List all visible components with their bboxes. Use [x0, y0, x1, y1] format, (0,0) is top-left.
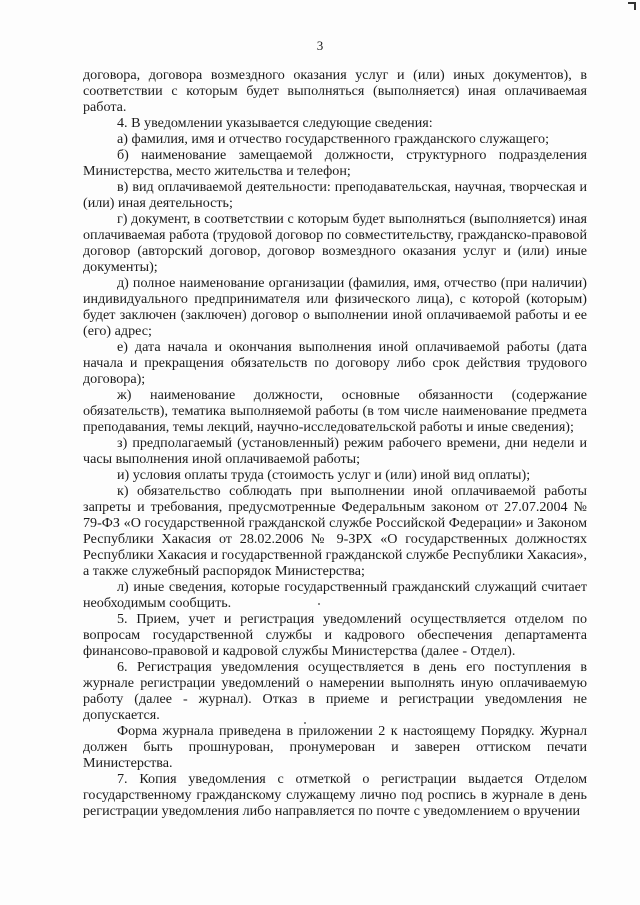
page-number: 3: [316, 38, 324, 53]
paragraph-item-4-e: е) дата начала и окончания выполнения иной оплачиваемой работы (дата начала и прекращения обязательств по договору либо срок действия трудового договора);: [83, 339, 587, 387]
paragraph-item-4: 4. В уведомлении указывается следующие сведения:: [117, 115, 433, 131]
paragraph-item-4-a: а) фамилия, имя и отчество государственного гражданского служащего;: [117, 131, 549, 147]
paragraph-item-4-k: к) обязательство соблюдать при выполнении иной оплачиваемой работы запреты и требования, предусмотренные Федеральным законом от 27.07.2004 № 79-ФЗ «О государственной гражданской службе Российской Федерации» и Законом Республики Хакасия от 28.02.2006 № 9-ЗРХ «О государственных должностях Республики Хакасия и государственной гражданской службе Республики Хакасия», а также служебный распорядок Министерства;: [83, 483, 587, 579]
paragraph-item-4-v: в) вид оплачиваемой деятельности: преподавательская, научная, творческая и (или) иная деятельность;: [83, 179, 587, 211]
paragraph-item-5: 5. Прием, учет и регистрация уведомлений осуществляется отделом по вопросам государственной службы и кадрового обеспечения департамента финансово-правовой и кадровой службы Министерства (далее - Отдел).: [83, 611, 587, 659]
paragraph-item-7: 7. Копия уведомления с отметкой о регистрации выдается Отделом государственному гражданскому служащему лично под роспись в журнале в день регистрации уведомления либо направляется по почте с уведомлением о вручении: [83, 771, 587, 819]
paragraph-continuation: договора, договора возмездного оказания услуг и (или) иных документов), в соответствии с которым будет выполняться (выполняется) иная оплачиваемая работа.: [83, 67, 587, 115]
paragraph-item-4-d: д) полное наименование организации (фамилия, имя, отчество (при наличии) индивидуального предпринимателя или физического лица), с которой (которым) будет заключен (заключен) договор о выполнении иной оплачиваемой работы и ее (его) адрес;: [83, 275, 587, 339]
paragraph-item-4-zh: ж) наименование должности, основные обязанности (содержание обязательств), тематика выполняемой работы (в том числе наименование предмета преподавания, темы лекций, научно-исследовательской работы и иные сведения);: [83, 387, 587, 435]
paragraph-item-6-form: Форма журнала приведена в приложении 2 к настоящему Порядку. Журнал должен быть прошнурован, пронумерован и заверен оттиском печати Министерства.: [83, 723, 587, 771]
paragraph-item-4-g: г) документ, в соответствии с которым будет выполняться (выполняется) иная оплачиваемая работа (трудовой договор по совместительству, гражданско-правовой договор (авторский договор, договор возмездного оказания услуг и (или) иные документы);: [83, 211, 587, 275]
document-body: [83, 67, 587, 819]
scan-corner-mark: [628, 2, 636, 10]
paragraph-item-4-z: з) предполагаемый (установленный) режим рабочего времени, дни недели и часы выполнения иной оплачиваемой работы;: [83, 435, 587, 467]
paragraph-item-6: 6. Регистрация уведомления осуществляется в день его поступления в журнале регистрации уведомлений о намерении выполнять иную оплачиваемую работу (далее - журнал). Отказ в приеме и регистрации уведомления не допускается.: [83, 659, 587, 723]
paragraph-item-4-b: б) наименование замещаемой должности, структурного подразделения Министерства, место жительства и телефон;: [83, 147, 587, 179]
paragraph-item-4-i: и) условия оплаты труда (стоимость услуг и (или) иной вид оплаты);: [117, 467, 531, 483]
paragraph-item-4-l: л) иные сведения, которые государственный гражданский служащий считает необходимым сообщить.: [83, 579, 587, 611]
